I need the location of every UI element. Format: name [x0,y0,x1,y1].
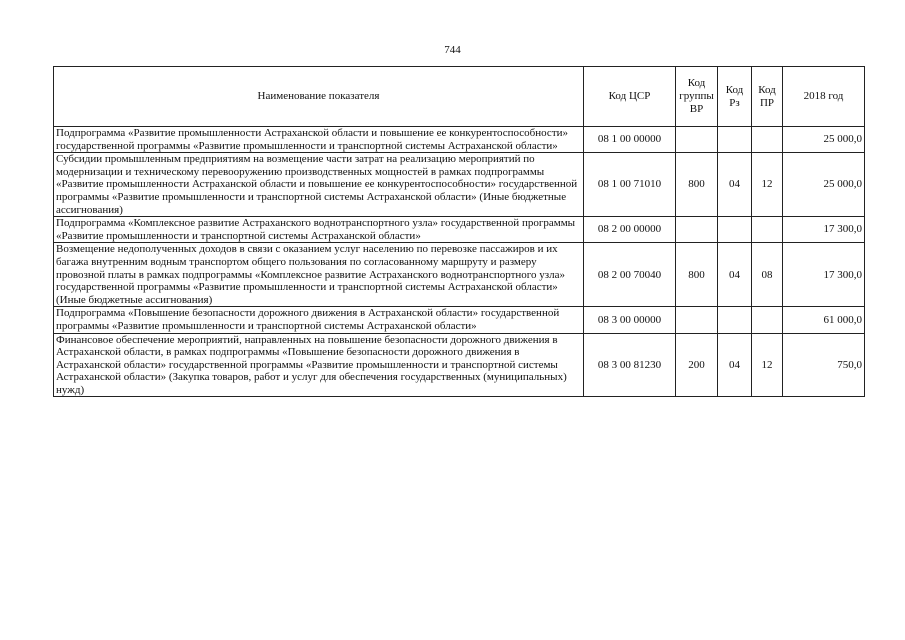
row-pr: 12 [752,333,783,397]
table-row [54,243,865,307]
row-name: Финансовое обеспечение мероприятий, направленных на повышение безопасности дорожного движения в Астраханской области, в рамках подпрограммы «Повышение безопасности дорожного движения в Астраханской области» государственной программы «Развитие промышленности и транспортной системы Астраханской области» (Закупка товаров, работ и услуг для обеспечения государственных (муниципальных) нужд) [54,333,584,397]
row-csr: 08 2 00 70040 [584,243,676,307]
row-amount: 750,0 [783,333,865,397]
row-amount: 17 300,0 [783,243,865,307]
row-name: Подпрограмма «Повышение безопасности дорожного движения в Астраханской области» государственной программы «Развитие промышленности и транспортной системы Астраханской области» [54,307,584,333]
row-vr: 200 [676,333,718,397]
row-rz: 04 [718,243,752,307]
row-rz: 04 [718,333,752,397]
table-row [54,333,865,397]
row-name: Подпрограмма «Комплексное развитие Астраханского воднотранспортного узла» государственной программы «Развитие промышленности и транспортной системы Астраханской области» [54,217,584,243]
row-pr [752,217,783,243]
row-rz [718,307,752,333]
header-rz: Код Рз [718,67,752,127]
header-pr: Код ПР [752,67,783,127]
row-csr: 08 2 00 00000 [584,217,676,243]
row-rz [718,127,752,153]
row-vr: 800 [676,153,718,217]
row-csr: 08 1 00 00000 [584,127,676,153]
header-name: Наименование показателя [54,67,584,127]
row-pr [752,307,783,333]
row-name: Подпрограмма «Развитие промышленности Астраханской области и повышение ее конкурентоспособности» государственной программы «Развитие промышленности и транспортной системы Астраханской области» [54,127,584,153]
row-name: Возмещение недополученных доходов в связи с оказанием услуг населению по перевозке пассажиров и их багажа внутренним водным транспортом общего пользования по согласованному маршруту и размеру провозной платы в рамках подпрограммы «Комплексное развитие Астраханского воднотранспортного узла» государственной программы «Развитие промышленности и транспортной системы Астраханской области» (Иные бюджетные ассигнования) [54,243,584,307]
budget-table [53,66,865,397]
row-vr [676,217,718,243]
row-amount: 25 000,0 [783,153,865,217]
row-csr: 08 3 00 81230 [584,333,676,397]
table-header-row [54,67,865,127]
row-rz: 04 [718,153,752,217]
row-amount: 61 000,0 [783,307,865,333]
row-amount: 25 000,0 [783,127,865,153]
row-vr [676,307,718,333]
row-vr: 800 [676,243,718,307]
row-pr [752,127,783,153]
row-pr: 12 [752,153,783,217]
header-year: 2018 год [783,67,865,127]
row-rz [718,217,752,243]
row-vr [676,127,718,153]
row-csr: 08 3 00 00000 [584,307,676,333]
row-name: Субсидии промышленным предприятиям на возмещение части затрат на реализацию мероприятий по модернизации и техническому перевооружению производственных мощностей в рамках подпрограммы «Развитие промышленности Астраханской области и повышение ее конкурентоспособности» государственной программы «Развитие промышленности и транспортной системы Астраханской области» (Иные бюджетные ассигнования) [54,153,584,217]
table-row [54,127,865,153]
row-amount: 17 300,0 [783,217,865,243]
table-row [54,307,865,333]
header-csr: Код ЦСР [584,67,676,127]
page-number: 744 [444,44,461,56]
table-row [54,153,865,217]
table-row [54,217,865,243]
row-pr: 08 [752,243,783,307]
row-csr: 08 1 00 71010 [584,153,676,217]
header-vr: Код группы ВР [676,67,718,127]
